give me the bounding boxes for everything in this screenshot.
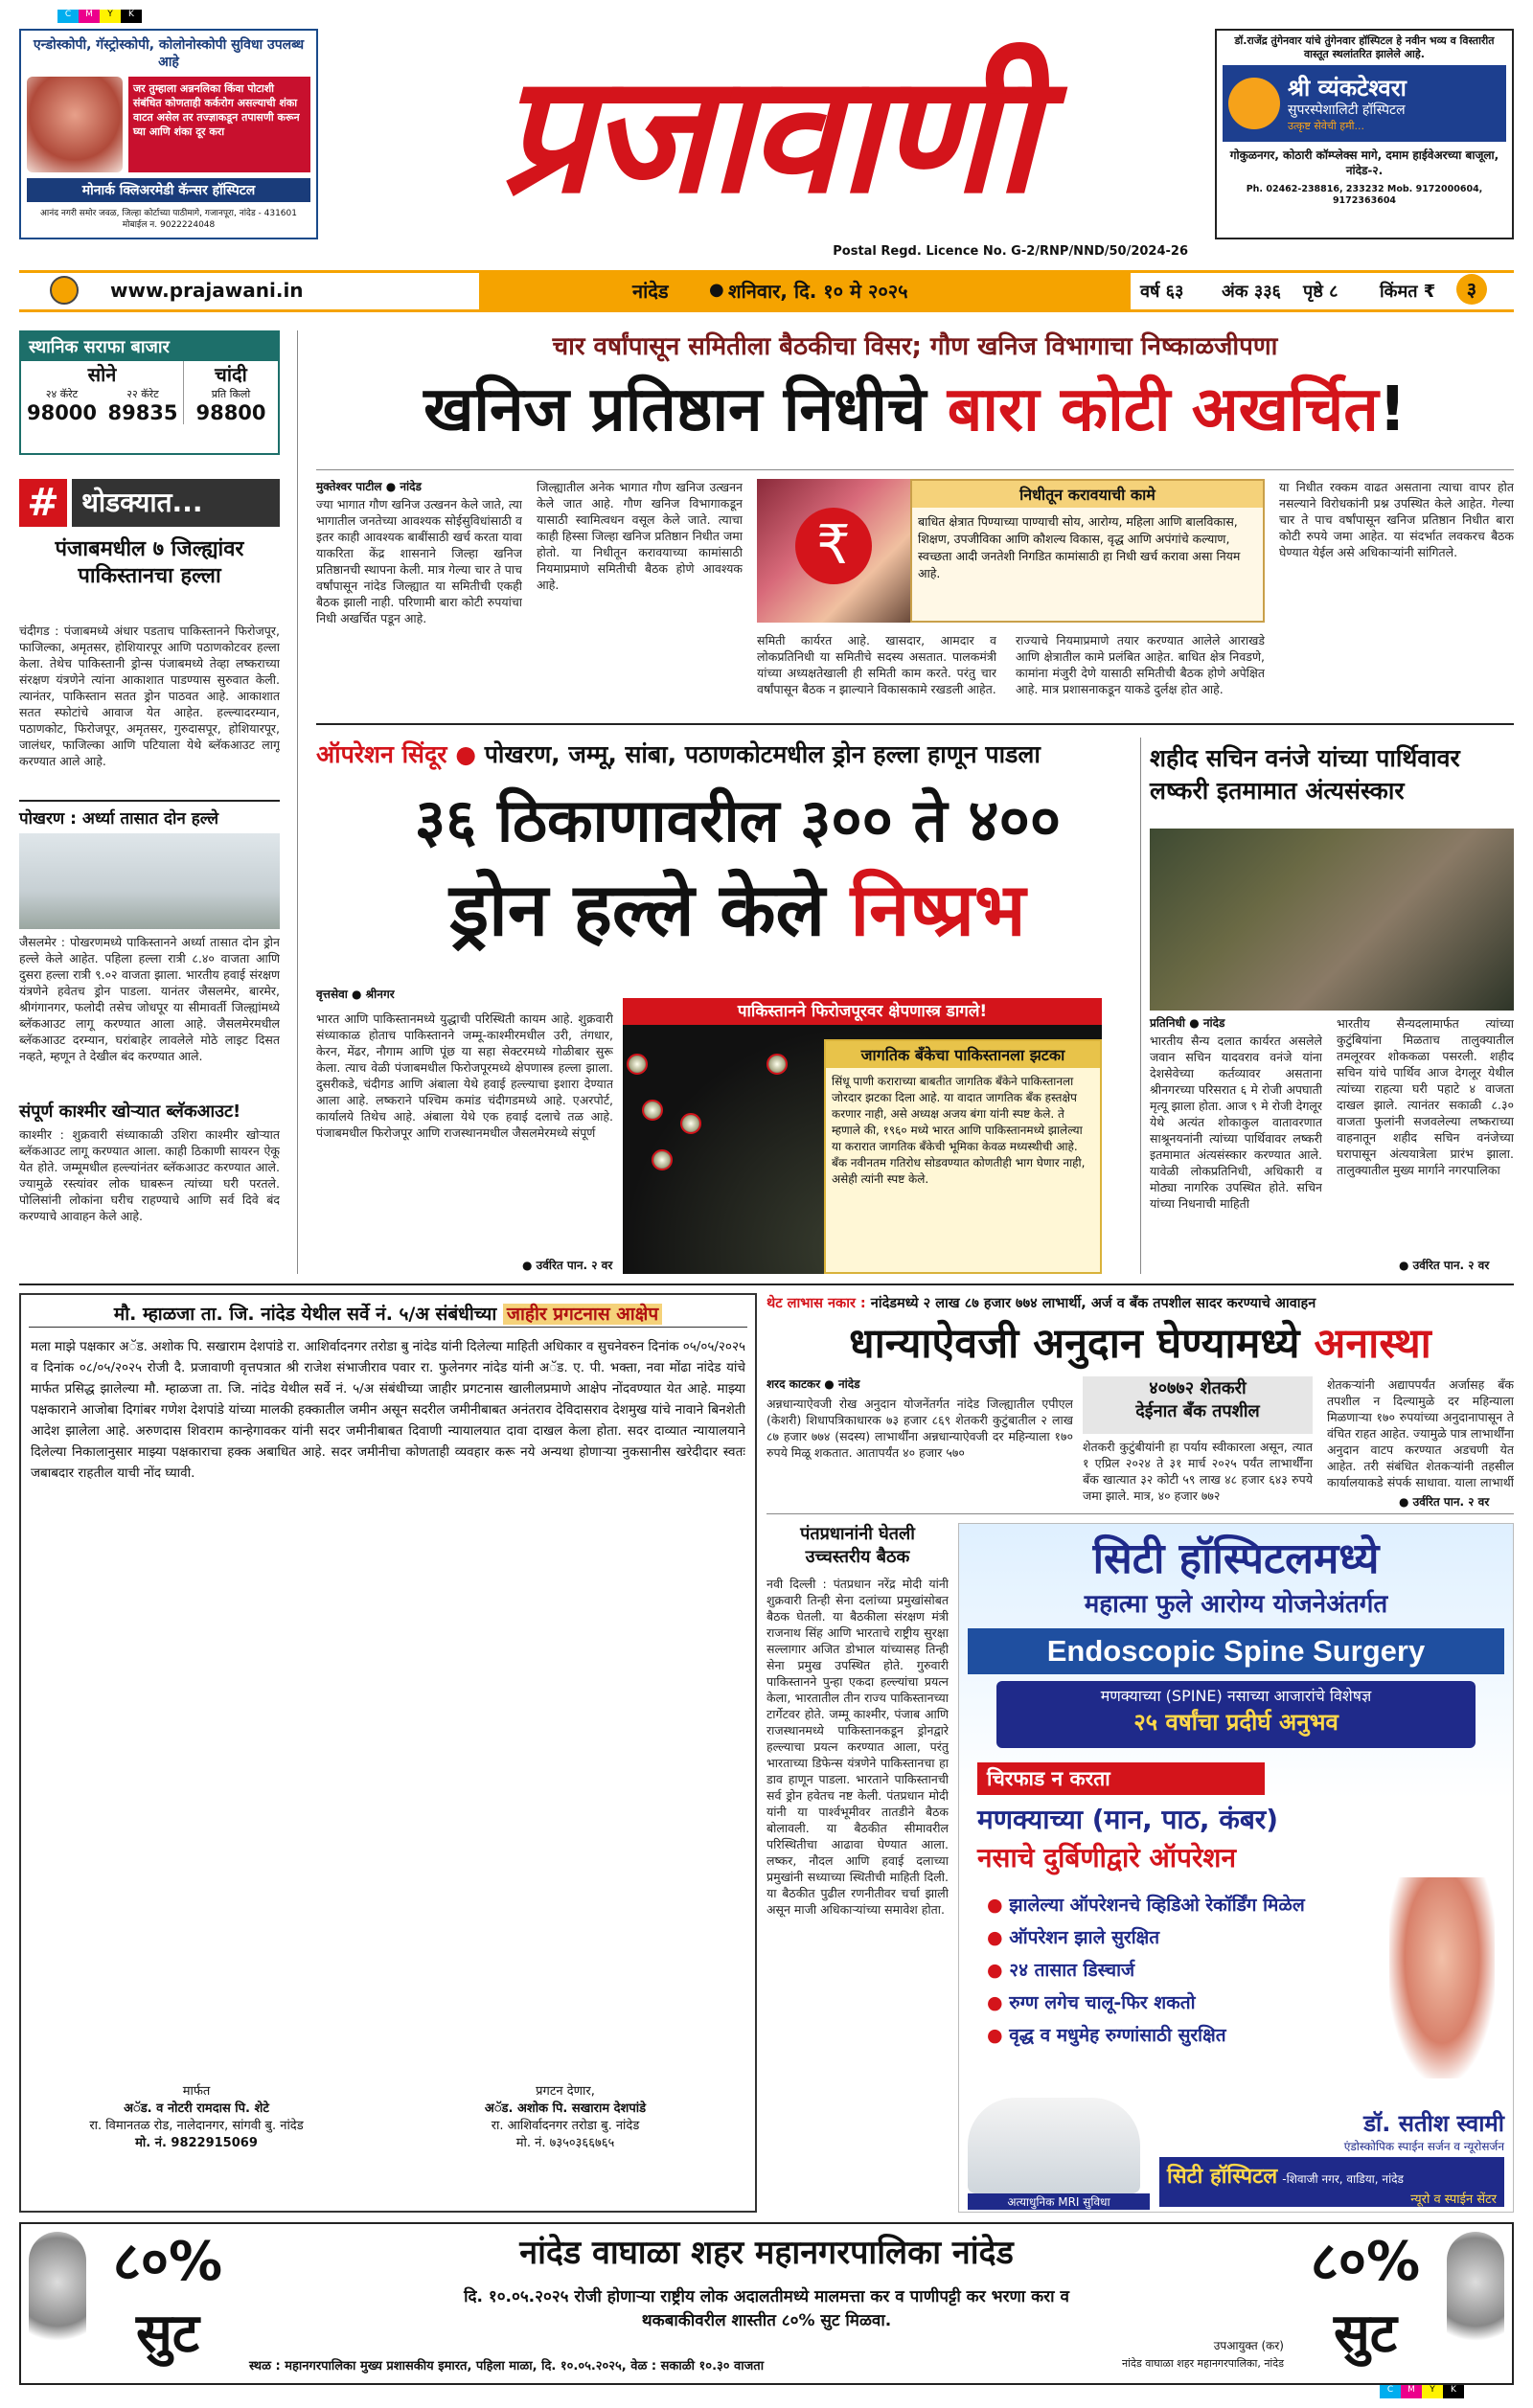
- cmyk-k: K: [1443, 2385, 1464, 2398]
- municipal-line1: दि. १०.०५.२०२५ रोजी होणाऱ्या राष्ट्रीय लोक अदालतीमध्ये मालमत्ता कर व पाणीपट्टी कर भरणा करा व: [464, 2287, 1069, 2306]
- postal-licence: Postal Regd. Licence No. G-2/RNP/NND/50/2024-26: [833, 244, 1188, 259]
- ad-right-name: श्री व्यंकटेश्वरा: [1288, 74, 1407, 102]
- ad-right-address: गोकुळनगर, कोठारी कॉम्प्लेक्स मागे, दमाम हाईवेअरच्या बाजूला, नांदेड-२.: [1229, 148, 1499, 177]
- municipal-title: नांदेड वाघाळा शहर महानगरपालिका नांदेड: [519, 2234, 1014, 2272]
- hosp-ad-mri: अत्याधुनिक MRI सुविधा: [968, 2193, 1150, 2210]
- hosp-ad-hosp: सिटी हॉस्पिटल: [1167, 2165, 1278, 2189]
- ad-monarch-hospital[interactable]: [19, 29, 318, 239]
- hosp-ad-features: [987, 1889, 1389, 2052]
- ad-right-tagline: उत्कृष्ट सेवेची हमी...: [1288, 119, 1365, 132]
- sindoor-text: भारत आणि पाकिस्तानमध्ये युद्धाची परिस्थिती कायम आहे. शुक्रवारी संध्याकाळ होताच पाकिस्तानने जम्मू-काश्मीरमधील उरी, तंगधार, केरन, मेंढर, नौगाम आणि पूंछ या सहा सेक्टरमध्ये गोळीबार सुरू केला. त्याच वेळी पंजाबमधील फिरोजपूरमध्ये क्षेपणास्त्र हल्ला झाला. दुसरीकडे, चंदीगड आणि अंबाला येथे हवाई हल्ल्याचा इशारा देण्यात आला आहे. लष्कराने पश्चिम कमांड चंदीगडमध्ये आहे. एअरपोर्ट, कार्यालये तिथेच आहे. अंबाला येथे एक हवाई दलाचे तळ आहे. पंजाबमधील फिरोजपूर आणि राजस्थानमधील जैसलमेरमध्ये संपूर्ण: [316, 1011, 613, 1140]
- cmyk-m: M: [79, 10, 100, 23]
- hosp-ad-doctor-sub: एंडोस्कोपिक स्पाईन सर्जन व न्यूरोसर्जन: [1343, 2140, 1504, 2153]
- brief-p2: जैसलमेर : पोखरणमध्ये पाकिस्तानने अर्ध्या तासात दोन ड्रोन हल्ले केले आहेत. पहिला हल्ला रात्री ८.४० वाजता आणि दुसरा हल्ला रात्री ९.०२ वाजता झाला. भारतीय हवाई संरक्षण यंत्रणेने हवेतच ड्रोन पाडला. यानंतर जैसलमेर, बारमेर, श्रीगंगानगर, फलोदी तसेच जोधपूर या सीमावर्ती जिल्ह्यांमध्ये ब्लॅकआउट लागू करण्यात आला आहे. जैसलमेरमधील ब्लॅकआउट दरम्यान, घरांबाहेर लावलेले मोठे लाइट दिसत नव्हते, म्हणून ते देखील बंद करण्यात आले.: [19, 935, 280, 1063]
- gold24-value: 98000: [26, 401, 98, 424]
- cmyk-strip-top: [57, 10, 142, 23]
- ad-right-phone: Ph. 02462-238816, 233232 Mob. 9172000604, 9172363604: [1246, 184, 1483, 206]
- cmyk-y: Y: [100, 10, 121, 23]
- municipal-sign2: नांदेड वाघाळा शहर महानगरपालिका, नांदेड: [1122, 2357, 1284, 2370]
- grain-title-red: अनास्था: [1314, 1320, 1431, 1368]
- lead-title-red: बारा कोटी अखर्चित: [947, 375, 1379, 445]
- hosp-ad-hosp-addr: -शिवाजी नगर, वाडिया, नांदेड: [1282, 2172, 1404, 2186]
- sindoor-kicker-line[interactable]: ऑपरेशन सिंदूर ● पोखरण, जम्मू, सांबा, पठाणकोटमधील ड्रोन हल्ला हाणून पाडला: [316, 740, 1041, 768]
- worldbank-title: जागतिक बँकेचा पाकिस्तानला झटका: [826, 1041, 1100, 1068]
- grain-headline[interactable]: [766, 1317, 1514, 1371]
- municipal-emblem-right: [1447, 2232, 1504, 2375]
- notice-to: [402, 2083, 728, 2152]
- notice-to-addr: रा. आशिर्वादनगर तरोडा बु. नांदेड: [491, 2119, 640, 2133]
- grain-kicker-red: थेट लाभास नकार :: [766, 1296, 866, 1311]
- bullion-title: स्थानिक सराफा बाजार: [21, 332, 278, 361]
- ad-body: जर तुम्हाला अन्ननलिका किंवा पोटाशी संबंधित कोणताही कर्करोग असल्याची शंका वाटत असेल तर तज्ज्ञाकडून तपासणी करून घ्या आणि शंका दूर करा: [128, 77, 310, 172]
- cmyk-y: Y: [1422, 2385, 1443, 2398]
- pm-text: नवी दिल्ली : पंतप्रधान नरेंद्र मोदी यांनी शुक्रवारी तिन्ही सेना दलांच्या प्रमुखांसोबत बैठक घेतली. या बैठकीला संरक्षण मंत्री राजनाथ सिंह आणि भारताचे राष्ट्रीय सुरक्षा सल्लागार अजित डोभाल यांच्यासह तिन्ही सेना प्रमुख उपस्थित होते. गुरुवारी पाकिस्तानने पुन्हा एकदा हल्ल्यांचा प्रयत्न केला, भारतातील तीन राज्य पाकिस्तानच्या टार्गेटवर होते. जम्मू काश्मीर, पंजाब आणि राजस्थानमध्ये पाकिस्तानकडून ड्रोनद्वारे हल्ल्याचा प्रयत्न करण्यात आला, परंतु भारताच्या डिफेन्स यंत्रणेने पाकिस्तानचा हा डाव हाणून पाडला. भारताने पाकिस्तानची सर्व ड्रोन हवेतच नष्ट केली. पंतप्रधान मोदी यांनी या पार्श्वभूमीवर तातडीने बैठक बोलावली. या बैठकीत सीमावरील परिस्थितीचा आढावा घेण्यात आला. लष्कर, नौदल आणि हवाई दलाच्या प्रमुखांनी सध्याच्या स्थितीची माहिती दिली. या बैठकीत पुढील रणनीतीवर चर्चा झाली असून माजी अधिकाऱ्यांच्या समावेश होता.: [766, 1577, 949, 1917]
- notice-from-label: मार्फत: [182, 2084, 211, 2099]
- ad-venkateshwara-hospital[interactable]: [1215, 29, 1514, 239]
- municipal-sign1: उपआयुक्त (कर): [1213, 2339, 1284, 2352]
- lead-box-text: बाधित क्षेत्रात पिण्याच्या पाण्याची सोय, आरोग्य, महिला आणि बालविकास, शिक्षण, उपजीविका आणि कौशल्य विकास, वृद्ध आणि अपंगांचे कल्याण, स्वच्छता आदी जनतेशी निगडित कामांसाठी हा निधी खर्च करावा असा नियम आहे.: [918, 514, 1241, 580]
- notice-from: [38, 2083, 355, 2152]
- notice-title-red: जाहीर प्रगटनास आक्षेप: [503, 1304, 662, 1325]
- hosp-ad-doctor: डॉ. सतीश स्वामी: [1363, 2110, 1504, 2137]
- notice-to-name: अॅड. अशोक पि. सखाराम देशपांडे: [484, 2101, 647, 2116]
- rupee-icon: ₹: [795, 508, 872, 584]
- municipal-pct-left: ८०%: [112, 2231, 223, 2293]
- sindoor-kicker: पोखरण, जम्मू, सांबा, पठाणकोटमधील ड्रोन हल्ला हाणून पाडला: [484, 740, 1041, 768]
- funeral-photo: [1150, 829, 1514, 1011]
- dateline-price-label: किंमत ₹: [1380, 282, 1436, 302]
- hospital-logo-icon: [1228, 78, 1280, 129]
- municipal-pct-right: ८०%: [1310, 2231, 1421, 2293]
- hosp-ad-hosp-sub: न्यूरो व स्पाईन सेंटर: [1410, 2192, 1497, 2207]
- brief-h1[interactable]: पंजाबमधील ७ जिल्ह्यांवर पाकिस्तानचा हल्ला: [55, 537, 244, 588]
- grain-cont[interactable]: ● उर्वरित पान. २ वर: [1399, 1495, 1490, 1509]
- lead-box: [910, 479, 1265, 623]
- hosp-ad-pain: मणक्याच्या (मान, पाठ, कंबर): [977, 1804, 1279, 1835]
- cmyk-k: K: [121, 10, 142, 23]
- lead-title-black: खनिज प्रतिष्ठान निधीचे: [423, 375, 927, 445]
- ad-right-sub: सुपरस्पेशालिटी हॉस्पिटल: [1288, 102, 1406, 118]
- gold22-value: 89835: [103, 401, 184, 424]
- notice-from-phone: मो. नं. 9822915069: [135, 2136, 258, 2150]
- sindoor-title1[interactable]: ३६ ठिकाणावरील ३०० ते ४००: [414, 785, 1062, 855]
- masthead-title: प्रजावाणी: [499, 38, 1034, 230]
- mri-machine-icon: [968, 2098, 1140, 2193]
- lead-box-title: निधीतून करावयाची कामे: [912, 481, 1263, 508]
- brief-title: थोडक्यात...: [72, 479, 280, 527]
- grain-col3: शेतकऱ्यांनी अद्यापपर्यंत अर्जासह बँक तपशील न दिल्यामुळे दर महिन्याला मिळणाऱ्या १७० रुपयांच्या अनुदानापासून ते वंचित राहत आहेत. ज्यामुळे पात्र लाभार्थींना अनुदान वाटप करण्यात अडचणी येत आहेत. तरी संबंधित शेतकऱ्यांनी तहसील कार्यालयाकडे संपर्क साधावा. याला लाभार्थी: [1327, 1377, 1514, 1489]
- dateline-date: शनिवार, दि. १० मे २०२५: [728, 280, 908, 303]
- hosp-ad-exp2: २५ वर्षांचा प्रदीर्घ अनुभव: [1133, 1709, 1339, 1736]
- masthead: [355, 38, 1178, 239]
- silver-label: चांदी: [215, 363, 247, 386]
- hosp-ad-subtitle: महात्मा फुले आरोग्य योजनेअंतर्गत: [1084, 1590, 1388, 1619]
- grain-kicker: नांदेडमध्ये २ लाख ८७ हजार ७७४ लाभार्थी, अर्ज व बँक तपशील सादर करण्याचे आवाहन: [870, 1296, 1316, 1311]
- ad-headline: एन्डोस्कोपी, गॅस्ट्रोस्कोपी, कोलोनोस्कोपी सुविधा उपलब्ध आहे: [33, 37, 305, 70]
- hosp-ad-exp: [996, 1681, 1476, 1748]
- feature-item: ● २४ तासात डिस्चार्ज: [987, 1960, 1135, 1981]
- feature-item: ● वृद्ध व मधुमेह रुग्णांसाठी सुरक्षित: [987, 2025, 1226, 2046]
- feature-item: ● रुग्ण लगेच चालू-फिर शकतो: [987, 1992, 1196, 2013]
- drone-light-icon: [642, 1100, 663, 1121]
- brief-h2[interactable]: पोखरण : अर्ध्या तासात दोन हल्ले: [19, 809, 219, 829]
- worldbank-text: सिंधू पाणी कराराच्या बाबतीत जागतिक बँकेने पाकिस्तानला जोरदार झटका दिला आहे. या वादात जागतिक बँक हस्तक्षेप करणार नाही, असे अध्यक्ष अजय बंगा यांनी स्पष्ट केले. ते म्हणाले की, १९६० मध्ये भारत आणि पाकिस्तानमध्ये झालेल्या या करारात जागतिक बँकेची भूमिका केवळ मध्यस्थीची आहे. बँक नवीनतम गतिरोध सोडवण्यात कोणतीही भाग घेणार नाही, असेही त्यांनी स्पष्ट केले.: [832, 1075, 1086, 1186]
- gold-label: सोने: [21, 361, 184, 387]
- municipal-emblem-left: [29, 2232, 86, 2375]
- dateline-price: ३: [1456, 274, 1487, 305]
- notice-title: [29, 1301, 747, 1326]
- notice-to-label: प्रगटन देणार,: [536, 2084, 595, 2099]
- hosp-ad-footer: [1159, 2157, 1504, 2207]
- drone-light-icon: [627, 1054, 648, 1075]
- grain-title-black: धान्याऐवजी अनुदान घेण्यामध्ये: [849, 1320, 1300, 1368]
- martyr-col2: भारतीय सैन्यदलामार्फत त्यांच्या कुटुंबियांना मिळताच तालुक्यातील तमलूरवर शोककळा पसरली. शहीद सचिन यांचे पार्थिव आज देगलूर येथील त्यांच्या राहत्या घरी पहाटे ४ वाजता दाखल झाले. त्यानंतर सकाळी ८.३० वाजता फुलांनी सजवलेल्या लष्कराच्या वाहनातून शहीद सचिन वनंजेच्या घरापासून अंत्ययात्रेला प्रारंभ झाला. तालुक्यातील मुख्य मार्गाने नगरपालिका: [1337, 1016, 1514, 1177]
- cmyk-m: M: [1401, 2385, 1422, 2398]
- dateline-year: वर्ष ६३: [1140, 282, 1184, 302]
- dateline-pages: पृष्ठे ८: [1303, 282, 1339, 302]
- gold22-label: २२ कॅरेट: [103, 387, 184, 401]
- grain-kicker-line: [766, 1293, 1514, 1312]
- lead-title-bang: !: [1378, 375, 1407, 445]
- notice-from-name: अॅड. व नोटरी रामदास पि. शेटे: [124, 2101, 269, 2116]
- hosp-ad-op: नसाचे दुर्बिणीद्वारे ऑपरेशन: [977, 1842, 1236, 1874]
- drone-light-icon: [766, 1054, 788, 1075]
- martyr-cont[interactable]: ● उर्वरित पान. २ वर: [1399, 1259, 1490, 1272]
- pokhran-photo: [19, 833, 280, 929]
- dateline-city: नांदेड: [632, 280, 669, 303]
- spine-illustration: [1389, 1877, 1495, 2079]
- martyr-title[interactable]: शहीद सचिन वनंजे यांच्या पार्थिवावर लष्करी इतमामात अंत्यसंस्कार: [1150, 744, 1460, 805]
- brief-p1: चंदीगड : पंजाबमध्ये अंधार पडताच पाकिस्तानने फिरोजपूर, फाजिल्का, अमृतसर, होशियारपूर आणि पठाणकोटवर हल्ला केला. तेथेच पाकिस्तानी ड्रोन्स पंजाबमध्ये तेव्हा लष्कराच्या संरक्षण यंत्रणेने त्यांना आकाशात पाडण्यास सुरुवात केली. त्यानंतर, पाकिस्तान सतत ड्रोन पाठवत आहे. आकाशात सतत स्फोटांचे आवाज येत आहेत. हल्ल्यादरम्यान, पठाणकोट, फिरोजपूर, अमृतसर, गुरुदासपूर, होशियारपूर, जालंधर, फाजिल्का आणि पटियाला येथे ब्लॅकआउट लागू करण्यात आले आहे.: [19, 624, 280, 768]
- lead-col2: जिल्ह्यातील अनेक भागात गौण खनिज उत्खनन केले जात आहे. गौण खनिज विभागाकडून यासाठी स्वामित्वधन वसूल केले जाते. त्याचा काही हिस्सा जिल्हा खनिज प्रतिष्ठान निधीत जमा होतो. या निधीतून करावयाच्या कामांसाठी नियमाप्रमाणे समितीची बैठक होणे आवश्यक आहे.: [537, 480, 743, 592]
- dateline-issue: अंक ३३६: [1222, 282, 1281, 302]
- gold24-label: २४ कॅरेट: [45, 388, 79, 400]
- notice-to-phone: मो. नं. ७३५०३६६७६५: [515, 2136, 615, 2150]
- cmyk-c: C: [1380, 2385, 1401, 2398]
- silver-kg-label: प्रति किलो: [211, 388, 251, 400]
- municipal-sut-left: सुट: [135, 2303, 200, 2365]
- grain-box-text: देईनात बँक तपशील: [1135, 1401, 1260, 1421]
- silver-value: 98800: [195, 401, 266, 424]
- grain-col2: शेतकरी कुटुंबीयांनी हा पर्याय स्वीकारला असून, त्यात १ एप्रिल २०२४ ते ३१ मार्च २०२५ पर्यंत लाभार्थींना बँक खात्यात ३२ कोटी ५९ लाख ४८ हजार ६४३ रुपये जमा झाले. मात्र, ४० हजार ७७२: [1083, 1440, 1313, 1503]
- missile-banner: पाकिस्तानने फिरोजपूरवर क्षेपणास्त्र डागले!: [623, 998, 1102, 1025]
- sindoor-byline: वृत्तसेवा ● श्रीनगर: [316, 988, 395, 1001]
- municipal-sut-right: सुट: [1333, 2303, 1398, 2365]
- lead-headline[interactable]: [316, 372, 1514, 448]
- hosp-ad-title: सिटी हॉस्पिटलमध्ये: [1092, 1534, 1380, 1583]
- lead-kicker: चार वर्षांपासून समितीला बैठकीचा विसर; गौण खनिज विभागाचा निष्काळजीपणा: [552, 332, 1278, 361]
- lead-col5: या निधीत रक्कम वाढत असताना त्याचा वापर होत नसल्याने विरोधकांनी प्रश्न उपस्थित केले आहेत. गेल्या चार ते पाच वर्षांपासून खनिज प्रतिष्ठान निधीत बारा कोटी रुपये जमा आहेत. या संदर्भात लवकरच बैठक घेण्यात येईल असे अधिकाऱ्यांनी सांगितले.: [1279, 480, 1514, 559]
- ad-address: आनंद नगरी समोर जवळ, जिल्हा कोर्टाच्या पाठीमागे, गजानपूरा, नांदेड - 431601 मोबाईल न. 9022224048: [40, 209, 297, 230]
- ad-right-top: डॉ.राजेंद्र तुंगेनवार यांचे तुंगेनवार हॉस्पिटल हे नवीन भव्य व विस्तारीत वास्तूत स्थलांतरित झालेले आहे.: [1234, 34, 1495, 60]
- brief-hash: #: [19, 479, 67, 527]
- drone-light-icon: [652, 1149, 673, 1170]
- municipal-line2: थकबाकीवरील शास्तीत ८०% सुट मिळवा.: [641, 2311, 892, 2330]
- cmyk-strip-bottom: [1380, 2385, 1464, 2398]
- dateline-bullet: ●: [709, 280, 724, 300]
- sindoor-title2[interactable]: [316, 862, 1159, 958]
- martyr-byline: प्रतिनिधी ● नांदेड: [1150, 1016, 1225, 1030]
- grain-col1: अन्नधान्याऐवजी रोख अनुदान योजनेंतर्गत नांदेड जिल्ह्यातील एपीएल (केशरी) शिधापत्रिकाधारक ७३ हजार ८६९ शेतकरी कुटुंबातील २ लाख ८७ हजार ७७४ (सदस्य) लाभार्थींना अन्नधान्याऐवजी दर महिन्याला १७० रुपये मिळू शकतात. आतापर्यंत ४० हजार ५७०: [766, 1397, 1073, 1460]
- lead-col4: राज्याचे नियमाप्रमाणे तयार करण्यात आलेले आराखडे आणि क्षेत्रातील कामे प्रलंबित आहेत. बाधित क्षेत्र निवडणे, कामांना मंजुरी देणे यासाठी समितीची बैठक होणे अपेक्षित आहे. मात्र प्रशासनाकडून याकडे दुर्लक्ष होत आहे.: [1016, 633, 1265, 696]
- notice-from-addr: रा. विमानतळ रोड, नालेदानगर, सांगवी बु. नांदेड: [89, 2119, 304, 2133]
- lead-byline: मुक्तेश्वर पाटील ● नांदेड: [316, 480, 422, 493]
- hosp-ad-no-cut: चिरफाड न करता: [977, 1762, 1265, 1795]
- bullion-box: [19, 330, 280, 455]
- sindoor-cont[interactable]: ● उर्वरित पान. २ वर: [522, 1259, 613, 1272]
- notice-body: मला माझे पक्षकार अॅड. अशोक पि. सखाराम देशपांडे रा. आशिर्वादनगर तरोडा बु नांदेड यांनी दिलेल्या माहिती अधिकार व सुचनेवरुन दिनांक ०५/०५/२०२५ व दिनांक ०८/०५/२०२५ रोजी दै. प्रजावाणी वृत्तपत्रात श्री राजेश संभाजीराव पवार रा. फुलेनगर नांदेड यांनी अॅड. ए. पी. भक्ता, नवा मोंढा नांदेड यांचे मार्फत प्रसिद्ध झालेल्या मौ. म्हाळजा ता. जि. नांदेड येथील सर्वे नं. ५/अ संबंधीच्या जाहीर प्रगटनास खालीलप्रमाणे आक्षेप नोंदवण्यात येत आहे. माझ्या पक्षकाराने आजोबा दिगांबर गणेश देशपांडे यांच्या मालकी हक्कातील जमीन असून सदरील जमीनीबाबत अनंतराव देविदासराव देशमुख यांचे नावाने बिनशेती आदेश झालेला आहे. अरुणदास शिवराम कान्हेगावकर यांनी सदर जमीनीबाबत दिवाणी न्यायालयात दावा दाखल केला होता. सदर दाव्यात न्यायालयाने दिलेल्या निकालानुसार माझ्या पक्षकाराचा हक्क अबाधित आहे. सदर जमीनीचा कोणताही व्यवहार करू नये अन्यथा होणाऱ्या नुकसानीस खरेदीदार स्वतः जबाबदार राहतील याची नोंद घ्यावी.: [31, 1339, 745, 1481]
- notice-title-black: मौ. म्हाळजा ता. जि. नांदेड येथील सर्वे नं. ५/अ संबंधीच्या: [113, 1304, 497, 1325]
- pm-title[interactable]: पंतप्रधानांनी घेतली उच्चस्तरीय बैठक: [800, 1524, 915, 1567]
- drone-light-icon: [680, 1113, 701, 1134]
- worldbank-box: [824, 1039, 1102, 1274]
- hosp-ad-band: Endoscopic Spine Surgery: [968, 1628, 1504, 1674]
- grain-byline: शरद काटकर ● नांदेड: [766, 1377, 860, 1391]
- sindoor-title2-red: निष्प्रभ: [850, 867, 1026, 952]
- currency-photo: [757, 479, 910, 623]
- hosp-ad-exp1: मणक्याच्या (SPINE) नसाच्या आजारांचे विशेषज्ञ: [1100, 1687, 1372, 1705]
- globe-icon: [50, 276, 79, 305]
- sindoor-tag: ऑपरेशन सिंदूर: [316, 740, 447, 768]
- brief-p3: काश्मीर : शुक्रवारी संध्याकाळी उशिरा काश्मीर खोऱ्यात ब्लॅकआउट लागू करण्यात आला. काही ठिकाणी सायरन ऐकू येत होते. जम्मूमधील हल्ल्यांनंतर ब्लॅकआउट करण्यात आले. ज्यामुळे रस्त्यांवर लोक घाबरून त्यांच्या घरी परतले. पोलिसांनी लोकांना घरीच राहण्याचे आणि सर्व दिवे बंद करण्याचे आवाहन केले आहे.: [19, 1127, 280, 1223]
- feature-item: ● ऑपरेशन झाले सुरक्षित: [987, 1927, 1160, 1948]
- ad-hospital-name: मोनार्क क्लिअरमेडी कॅन्सर हॉस्पिटल: [27, 178, 310, 202]
- cmyk-c: C: [57, 10, 79, 23]
- municipal-venue: स्थळ : महानगरपालिका मुख्य प्रशासकीय इमारत, पहिला माळा, दि. १०.०५.२०२५, वेळ : सकाळी १०.३० वाजता: [249, 2359, 765, 2374]
- grain-box-num: ४०७७२ शेतकरी: [1149, 1378, 1247, 1398]
- brief-h3[interactable]: संपूर्ण काश्मीर खोऱ्यात ब्लॅकआउट!: [19, 1102, 241, 1122]
- sindoor-title2-black: ड्रोन हल्ले केले: [449, 867, 825, 952]
- feature-item: ● झालेल्या ऑपरेशनचे व्हिडिओ रेकॉर्डिंग मिळेल: [987, 1895, 1305, 1916]
- grain-box: [1083, 1376, 1313, 1434]
- martyr-col1: भारतीय सैन्य दलात कार्यरत असलेले जवान सचिन यादवराव वनंजे यांना देशसेवेच्या कर्तव्यावर असताना श्रीनगरच्या परिसरात ६ मे रोजी अपघाती मृत्यू झाला होता. आज ९ मे रोजी देगलूर येथे अत्यंत शोकाकुल वातावरणात साश्रूनयनांनी त्यांच्या पार्थिवावर लष्करी इतमामात अंत्यसंस्कार करण्यात आले. यावेळी लोकप्रतिनिधी, अधिकारी व मोठ्या नागरिक उपस्थित होते. सचिन यांच्या निधनाची माहिती: [1150, 1034, 1322, 1211]
- stomach-illustration: [27, 77, 123, 172]
- lead-col3: समिती कार्यरत आहे. खासदार, आमदार व लोकप्रतिनिधी या समितीचे सदस्य असतात. पालकमंत्री यांच्या अध्यक्षतेखाली ही समिती काम करते. परंतु चार वर्षांपासून बैठक न झाल्याने विकासकामे रखडली आहेत.: [757, 633, 996, 696]
- lead-col1: ज्या भागात गौण खनिज उत्खनन केले जाते, त्या भागातील जनतेच्या आवश्यक सोईसुविधांसाठी व इतर काही आवश्यक बाबींसाठी खर्च करता यावा याकरिता केंद्र शासनाने जिल्हा खनिज प्रतिष्ठानची स्थापना केली. मात्र गेल्या चार ते पाच वर्षांपासून नांदेड जिल्ह्यात या समितीची एकही बैठक झाली नाही. परिणामी बारा कोटी रुपयांचा निधी अखर्चित पडून आहे.: [316, 497, 522, 625]
- website-link[interactable]: www.prajawani.in: [110, 279, 304, 302]
